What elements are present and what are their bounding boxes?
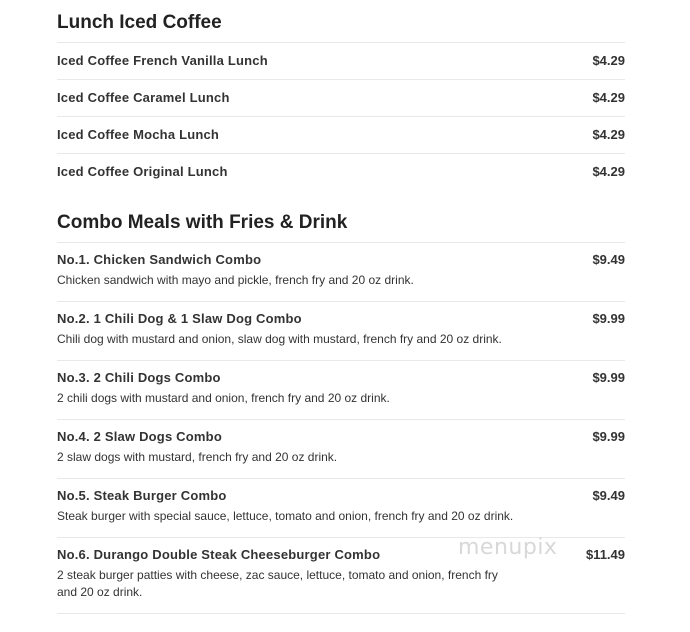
item-name: Iced Coffee French Vanilla Lunch (57, 53, 268, 68)
menu-item (57, 79, 625, 116)
item-name: Iced Coffee Original Lunch (57, 164, 228, 179)
menu-item (57, 153, 625, 190)
item-name: No.1. Chicken Sandwich Combo (57, 252, 262, 267)
item-price: $9.49 (592, 252, 625, 267)
item-price: $4.29 (592, 127, 625, 142)
item-name: No.3. 2 Chili Dogs Combo (57, 370, 221, 385)
item-description: 2 slaw dogs with mustard, french fry and 20 oz drink. (57, 450, 338, 464)
watermark-logo: menupix (458, 535, 558, 560)
item-description: 2 steak burger patties with cheese, zac sauce, lettuce, tomato and onion, french fry and 20 oz drink. (57, 568, 498, 599)
item-name: Iced Coffee Caramel Lunch (57, 90, 230, 105)
item-name: No.4. 2 Slaw Dogs Combo (57, 429, 222, 444)
item-price: $4.29 (592, 53, 625, 68)
menu-item (57, 360, 625, 419)
item-name: No.5. Steak Burger Combo (57, 488, 227, 503)
item-price: $11.49 (585, 547, 625, 562)
section-title-combo-meals: Combo Meals with Fries & Drink (57, 212, 348, 233)
item-price: $4.29 (592, 164, 625, 179)
item-price: $9.99 (592, 311, 625, 326)
item-price: $4.29 (592, 90, 625, 105)
item-price: $9.99 (592, 429, 625, 444)
item-description: Chili dog with mustard and onion, slaw dog with mustard, french fry and 20 oz drink. (57, 332, 502, 346)
menu-item (57, 419, 625, 478)
menu-item (57, 478, 625, 537)
item-name: Iced Coffee Mocha Lunch (57, 127, 220, 142)
section-title-lunch-iced-coffee: Lunch Iced Coffee (57, 12, 222, 33)
item-name: No.6. Durango Double Steak Cheeseburger Combo (57, 547, 381, 562)
menu-item (57, 116, 625, 153)
item-description: Chicken sandwich with mayo and pickle, french fry and 20 oz drink. (57, 273, 414, 287)
item-description: Steak burger with special sauce, lettuce, tomato and onion, french fry and 20 oz drink. (57, 509, 514, 523)
menu-item (57, 242, 625, 301)
item-price: $9.49 (592, 488, 625, 503)
item-description: 2 chili dogs with mustard and onion, french fry and 20 oz drink. (57, 391, 390, 405)
menu-item (57, 42, 625, 79)
divider (57, 613, 625, 614)
item-price: $9.99 (592, 370, 625, 385)
menu (57, 0, 625, 614)
item-name: No.2. 1 Chili Dog & 1 Slaw Dog Combo (57, 311, 302, 326)
menu-item (57, 301, 625, 360)
